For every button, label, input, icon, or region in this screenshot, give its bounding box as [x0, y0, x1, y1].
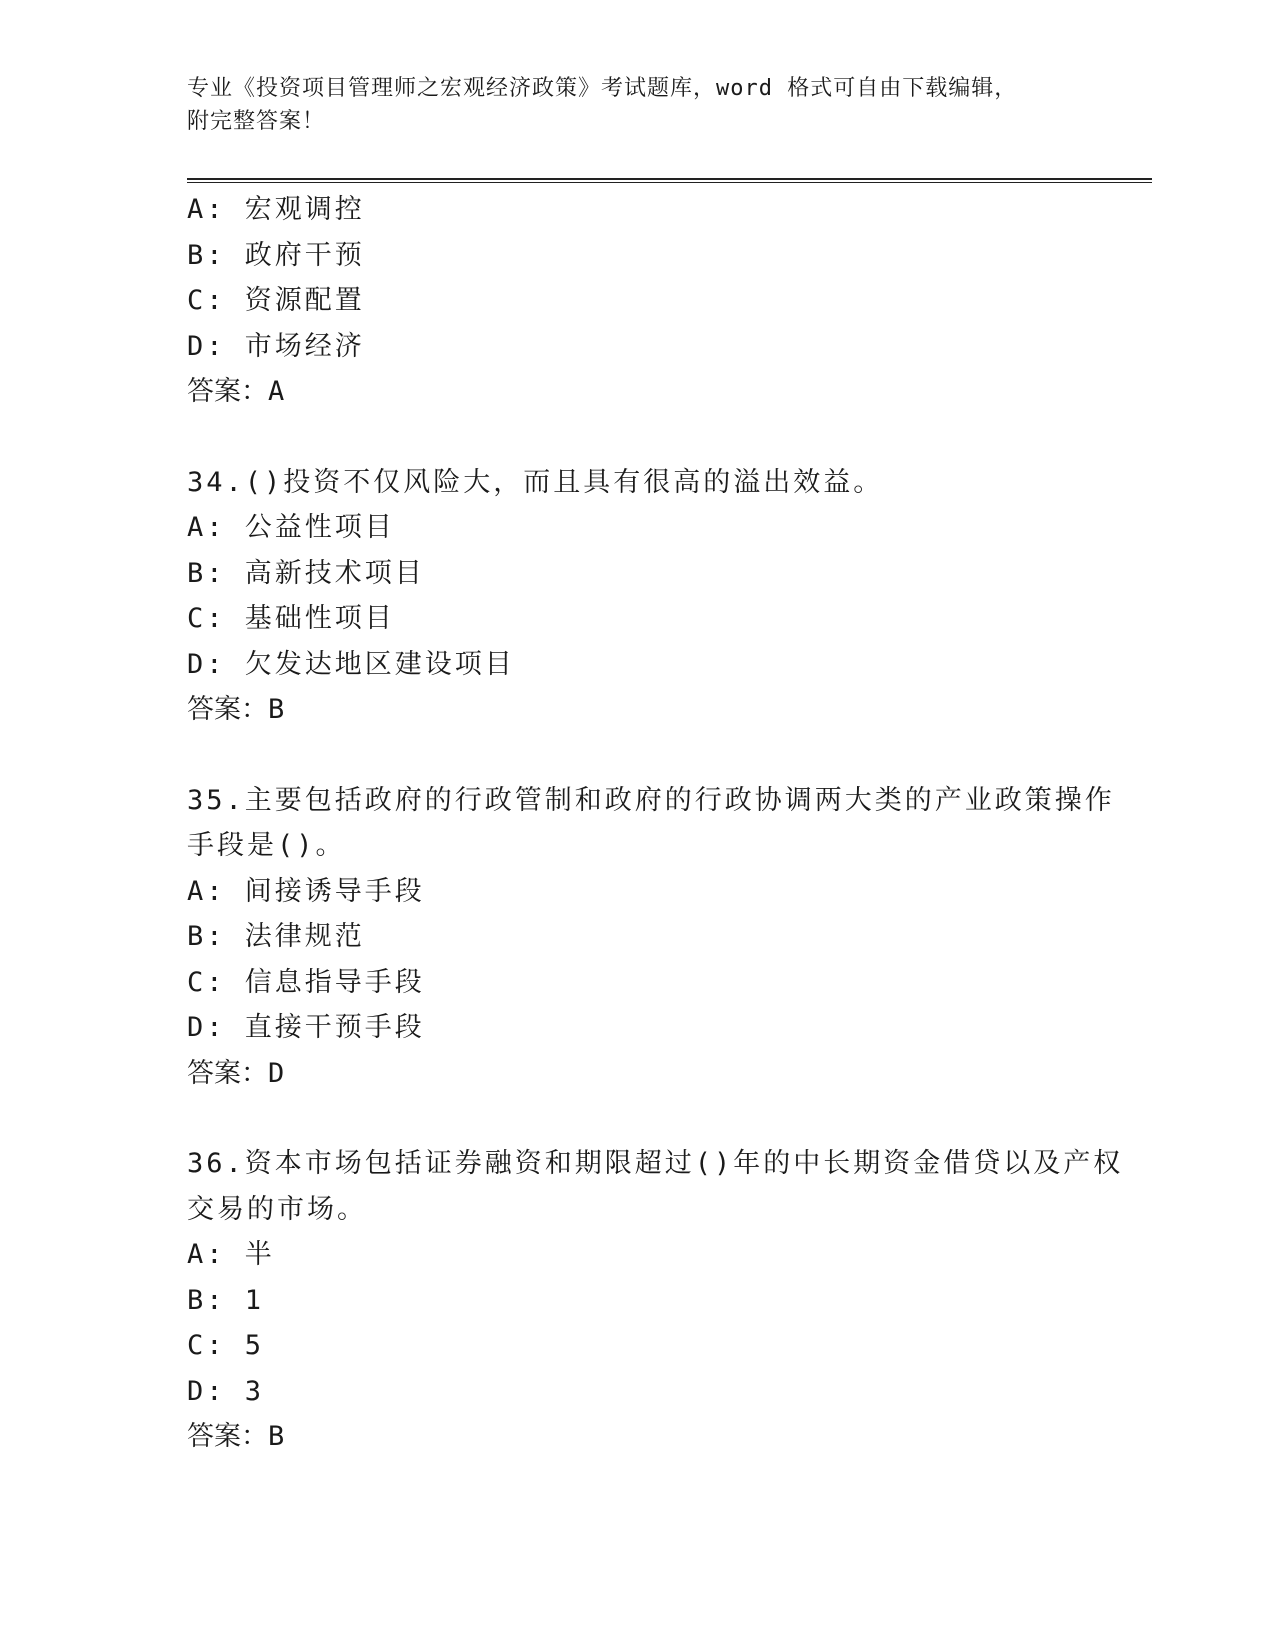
option-d: D: 市场经济 — [187, 330, 365, 362]
answer-line: 答案：D — [187, 1057, 285, 1089]
option-c: C: 资源配置 — [187, 285, 365, 316]
document-header — [187, 72, 1152, 138]
answer-line: 答案：A — [187, 376, 285, 407]
option-c: C: 5 — [187, 1330, 265, 1361]
question-text-line-1: 35.主要包括政府的行政管制和政府的行政协调两大类的产业政策操作 — [187, 784, 1115, 816]
option-b: B: 法律规范 — [187, 921, 365, 952]
option-a: A: 间接诱导手段 — [187, 875, 425, 907]
option-c: C: 信息指导手段 — [187, 966, 425, 998]
question-text-line-2: 手段是()。 — [187, 830, 346, 861]
option-a: A: 宏观调控 — [187, 194, 365, 225]
question-text: 34.()投资不仅风险大，而且具有很高的溢出效益。 — [187, 466, 884, 498]
option-d: D: 直接干预手段 — [187, 1012, 425, 1043]
document-page — [187, 72, 1152, 1460]
option-a: A: 半 — [187, 1239, 275, 1270]
question-text-line-2: 交易的市场。 — [187, 1193, 367, 1225]
option-d: D: 欠发达地区建设项目 — [187, 648, 515, 680]
option-c: C: 基础性项目 — [187, 603, 395, 634]
question-text-line-1: 36.资本市场包括证券融资和期限超过()年的中长期资金借贷以及产权 — [187, 1148, 1124, 1179]
header-line-1: 专业《投资项目管理师之宏观经济政策》考试题库，word 格式可自由下载编辑， — [187, 76, 1018, 101]
answer-line: 答案：B — [187, 694, 285, 725]
question-block-33-tail — [187, 187, 1152, 415]
question-35 — [187, 778, 1152, 1097]
option-b: B: 1 — [187, 1284, 265, 1316]
header-divider — [187, 178, 1152, 183]
option-b: B: 高新技术项目 — [187, 557, 425, 589]
question-34 — [187, 460, 1152, 733]
answer-line: 答案：B — [187, 1421, 285, 1452]
option-a: A: 公益性项目 — [187, 512, 395, 543]
header-line-2: 附完整答案！ — [187, 109, 326, 134]
option-b: B: 政府干预 — [187, 239, 365, 271]
option-d: D: 3 — [187, 1375, 265, 1407]
question-36 — [187, 1141, 1152, 1460]
